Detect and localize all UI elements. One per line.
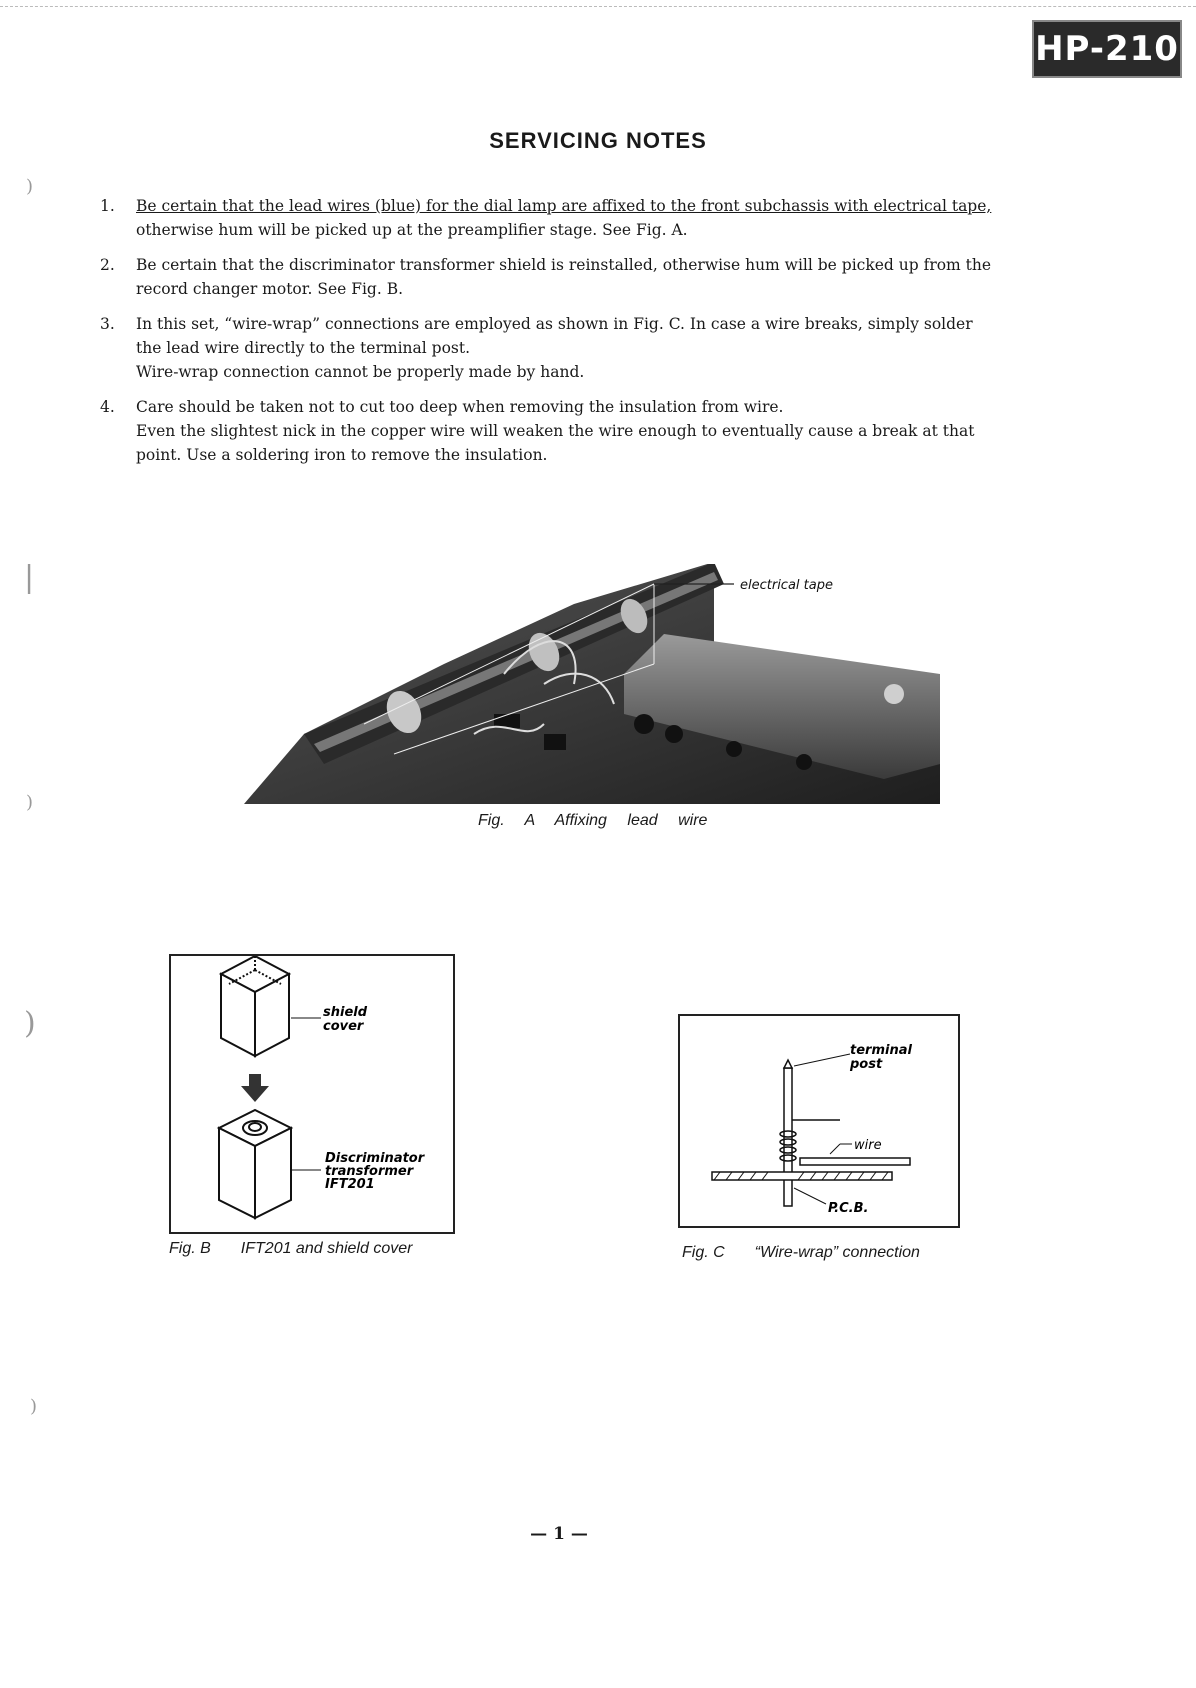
figure-c-box bbox=[678, 1014, 960, 1228]
note-item bbox=[92, 312, 1032, 384]
figure-a-chassis-photo bbox=[244, 564, 940, 804]
callout-part-3: IFT201 bbox=[325, 1177, 375, 1192]
note-number: 3. bbox=[100, 315, 115, 333]
figure-a-title: Affixing lead wire bbox=[554, 812, 708, 829]
note-number: 2. bbox=[100, 256, 115, 274]
figure-b-drawing bbox=[171, 956, 453, 1232]
figure-a-caption bbox=[478, 812, 707, 830]
model-badge: HP-210 bbox=[1032, 20, 1182, 78]
note-line: otherwise hum will be picked up at the preamplifier stage. See Fig. A. bbox=[136, 221, 688, 239]
callout-part-1: Discriminator bbox=[325, 1151, 425, 1166]
figure-a-label: Fig. A bbox=[478, 812, 535, 829]
note-item bbox=[92, 194, 1032, 242]
arrow-down-icon bbox=[241, 1074, 269, 1102]
callout-pcb: P.C.B. bbox=[828, 1201, 869, 1216]
callout-shield-1: shield bbox=[323, 1005, 368, 1020]
note-line: Even the slightest nick in the copper wire will weaken the wire enough to eventually cause a break at that bbox=[136, 422, 975, 440]
notes-list bbox=[92, 194, 1032, 478]
note-line: Be certain that the lead wires (blue) for the dial lamp are affixed to the front subchassis with electrical tape, bbox=[136, 197, 992, 215]
note-line: the lead wire directly to the terminal post. bbox=[136, 339, 471, 357]
scan-mark: ) bbox=[26, 792, 34, 813]
scan-mark: ) bbox=[24, 1006, 36, 1041]
top-scan-line bbox=[0, 6, 1196, 7]
callout-terminal-1: terminal bbox=[850, 1043, 912, 1058]
note-line: In this set, “wire-wrap” connections are employed as shown in Fig. C. In case a wire breaks, simply solder bbox=[136, 315, 973, 333]
figure-b-title: IFT201 and shield cover bbox=[240, 1240, 413, 1257]
figure-c-label: Fig. C bbox=[682, 1244, 725, 1261]
figure-c-caption bbox=[682, 1244, 920, 1262]
scan-mark: ) bbox=[30, 1396, 38, 1417]
figure-b-box bbox=[169, 954, 455, 1234]
note-line: record changer motor. See Fig. B. bbox=[136, 280, 404, 298]
note-line: Care should be taken not to cut too deep when removing the insulation from wire. bbox=[136, 398, 784, 416]
figure-c-title: “Wire-wrap” connection bbox=[754, 1244, 920, 1261]
figure-c-drawing bbox=[680, 1016, 958, 1226]
callout-shield-2: cover bbox=[323, 1019, 364, 1034]
note-line: Wire-wrap connection cannot be properly made by hand. bbox=[136, 363, 585, 381]
page-title: SERVICING NOTES bbox=[489, 128, 707, 153]
note-line: Be certain that the discriminator transformer shield is reinstalled, otherwise hum will be picked up from the bbox=[136, 256, 992, 274]
scan-mark: ) bbox=[26, 176, 34, 197]
note-number: 4. bbox=[100, 398, 115, 416]
figure-b-label: Fig. B bbox=[169, 1240, 211, 1257]
note-number: 1. bbox=[100, 197, 115, 215]
note-item bbox=[92, 395, 1032, 467]
callout-wire: wire bbox=[854, 1138, 882, 1153]
scan-mark: | bbox=[24, 560, 35, 595]
page-number: — 1 — bbox=[530, 1524, 588, 1544]
note-item bbox=[92, 253, 1032, 301]
callout-electrical-tape: electrical tape bbox=[740, 578, 833, 593]
note-line: point. Use a soldering iron to remove the insulation. bbox=[136, 446, 548, 464]
callout-part-2: transformer bbox=[325, 1164, 414, 1179]
figure-b-caption bbox=[169, 1240, 412, 1258]
callout-terminal-2: post bbox=[850, 1057, 883, 1072]
